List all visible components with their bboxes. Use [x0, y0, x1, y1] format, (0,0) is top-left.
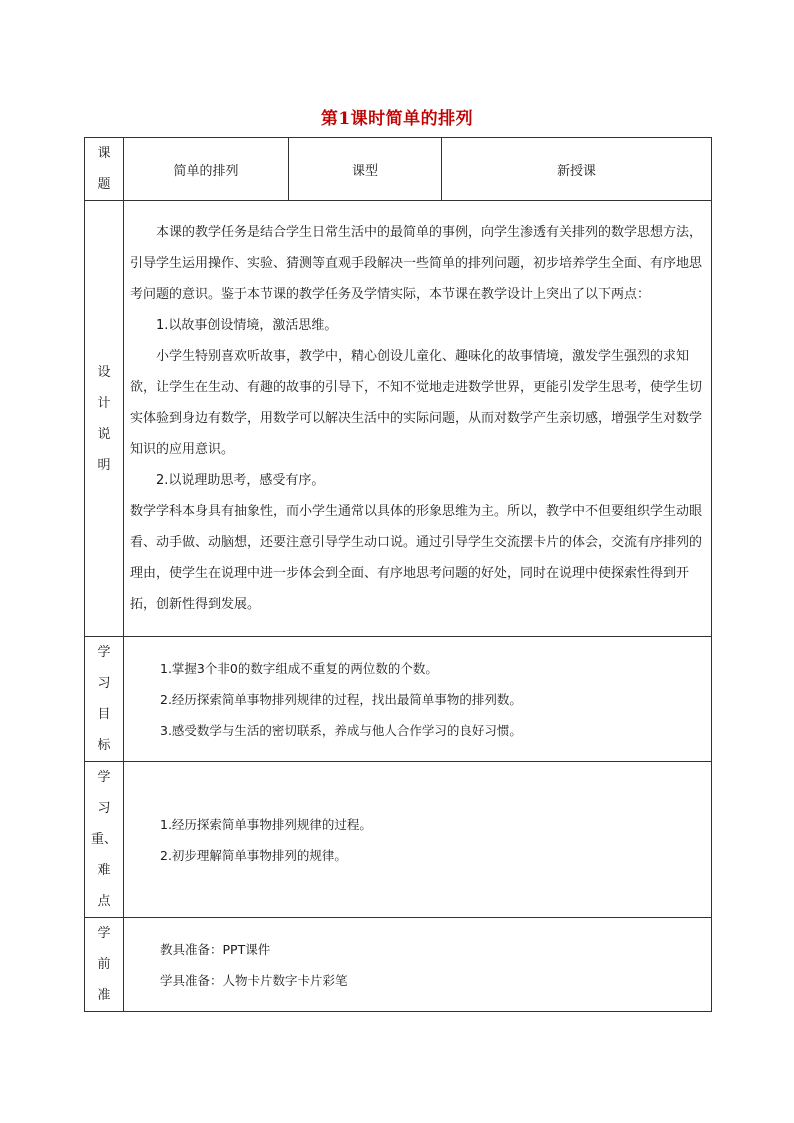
topic-value: 简单的排列: [124, 138, 289, 201]
lesson-type-value: 新授课: [442, 138, 712, 201]
design-row: [85, 201, 712, 637]
objective-item: 1.掌握3个非0的数字组成不重复的两位数的个数。: [160, 660, 438, 676]
key-point-item: 2.初步理解简单事物排列的规律。: [160, 847, 347, 863]
key-points-content: [124, 762, 712, 918]
objectives-label: 学 习 目 标: [85, 637, 124, 762]
objective-item: 3.感受数学与生活的密切联系，养成与他人合作学习的良好习惯。: [160, 722, 522, 738]
topic-row: [85, 138, 712, 201]
lesson-plan-table: [84, 137, 712, 1012]
design-point2-title: 2.以说理助思考，感受有序。: [156, 473, 325, 488]
key-point-item: 1.经历探索简单事物排列规律的过程。: [160, 816, 372, 832]
key-points-label: 学 习 重、 难 点: [85, 762, 124, 918]
preparation-label: 学 前 准: [85, 918, 124, 1012]
design-label: 设 计 说 明: [85, 201, 124, 637]
design-point2-body: 数学学科本身具有抽象性，而小学生通常以具体的形象思维为主。所以，教学中不但要组织学生动眼看、动手做、动脑想，还要注意引导学生动口说。通过引导学生交流摆卡片的体会，交流有序排列的理由，使学生在说理中进一步体会到全面、有序地思考问题的好处，同时在说理中使探索性得到开拓，创新性得到发展。: [130, 504, 703, 612]
design-content: [124, 201, 712, 637]
preparation-row: [85, 918, 712, 1012]
objective-item: 2.经历探索简单事物排列规律的过程，找出最简单事物的排列数。: [160, 691, 522, 707]
key-points-row: [85, 762, 712, 918]
design-point1-title: 1.以故事创设情境，激活思维。: [156, 318, 338, 333]
topic-label: 课 题: [85, 138, 124, 201]
preparation-item: 学具准备：人物卡片数字卡片彩笔: [160, 972, 348, 988]
objectives-content: [124, 637, 712, 762]
lesson-type-label: 课型: [289, 138, 442, 201]
design-point1-body: 小学生特别喜欢听故事，教学中，精心创设儿童化、趣味化的故事情境，激发学生强烈的求知欲，让学生在生动、有趣的故事的引导下，不知不觉地走进数学世界，更能引发学生思考，使学生切实体验到身边有数学，用数学可以解决生活中的实际问题，从而对数学产生亲切感，增强学生对数学知识的应用意识。: [130, 349, 703, 457]
page-title: 第1课时简单的排列: [320, 109, 474, 129]
design-intro: 本课的教学任务是结合学生日常生活中的最简单的事例，向学生渗透有关排列的数学思想方法，引导学生运用操作、实验、猜测等直观手段解决一些简单的排列问题，初步培养学生全面、有序地思考问题的意识。鉴于本节课的教学任务及学情实际，本节课在教学设计上突出了以下两点：: [130, 225, 703, 302]
objectives-row: [85, 637, 712, 762]
preparation-item: 教具准备：PPT课件: [160, 941, 271, 957]
preparation-content: [124, 918, 712, 1012]
